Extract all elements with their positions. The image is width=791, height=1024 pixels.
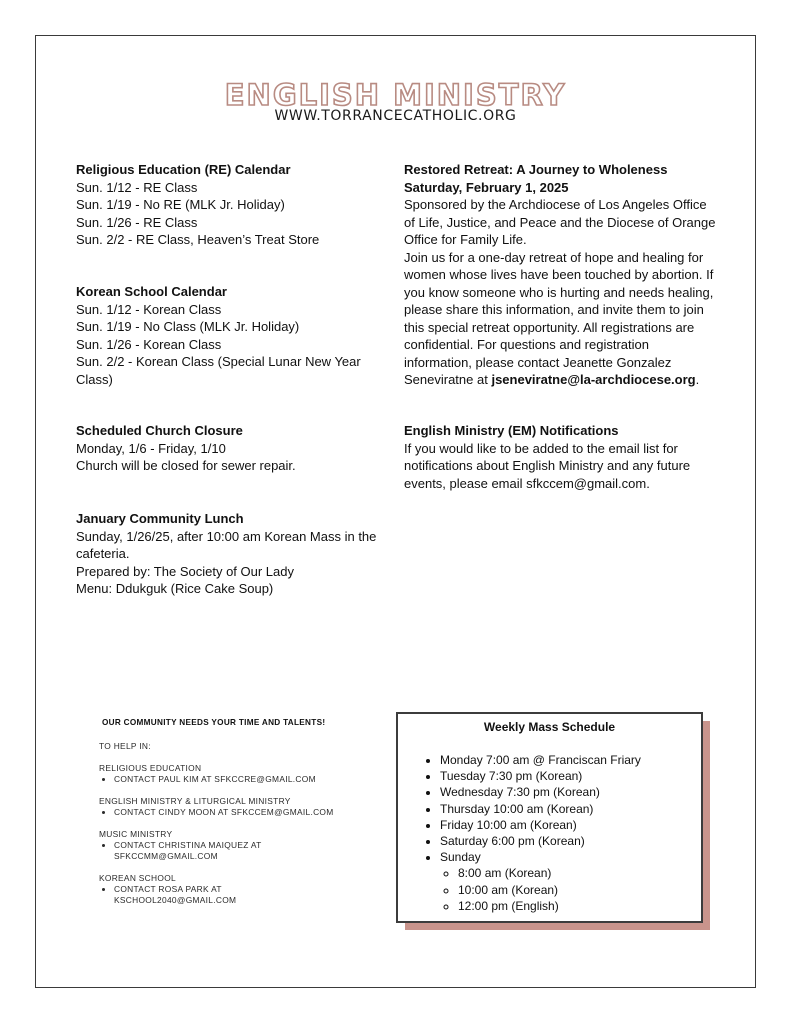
sunday-mass-item: ◦ 12:00 pm (English) [458, 898, 701, 914]
korean-calendar-section [76, 283, 386, 388]
retreat-line: please share this information, and invite them to join [404, 302, 704, 317]
community-group [99, 829, 379, 862]
list-item: If you would like to be added to the email list for [404, 440, 678, 456]
group-name: KOREAN SCHOOL [99, 873, 176, 883]
re-calendar-heading: Religious Education (RE) Calendar [76, 162, 291, 177]
retreat-contact-line [404, 371, 734, 389]
group-name: ENGLISH MINISTRY & LITURGICAL MINISTRY [99, 796, 291, 806]
retreat-line: of Life, Justice, and Peace and the Diocese of Orange [404, 214, 716, 230]
community-group [99, 763, 379, 785]
list-item: cafeteria. [76, 546, 130, 561]
mass-list [398, 752, 701, 914]
list-item: Prepared by: The Society of Our Lady [76, 563, 294, 579]
list-item: Sun. 1/19 - No RE (MLK Jr. Holiday) [76, 197, 285, 212]
lunch-section [76, 510, 386, 598]
list-item: Sun. 1/12 - RE Class [76, 179, 198, 195]
retreat-line: this special retreat opportunity. All registrations are [404, 319, 695, 335]
group-contact [114, 884, 379, 906]
sunday-list [440, 865, 701, 914]
notifications-heading: English Ministry (EM) Notifications [404, 423, 619, 438]
list-item: Sun. 1/19 - No Class (MLK Jr. Holiday) [76, 319, 300, 334]
list-item: Church will be closed for sewer repair. [76, 458, 296, 473]
community-intro: TO HELP IN: [99, 741, 151, 751]
mass-item: • Friday 10:00 am (Korean) [440, 817, 701, 833]
notifications-section [404, 422, 734, 492]
group-name: MUSIC MINISTRY [99, 829, 173, 839]
group-contact-email: SFKCCMM@GMAIL.COM [114, 851, 218, 861]
mass-item-sunday [440, 849, 701, 914]
mass-item: • Thursday 10:00 am (Korean) [440, 801, 701, 817]
community-group [99, 796, 379, 818]
community-section [99, 717, 379, 917]
mass-schedule-heading: Weekly Mass Schedule [483, 720, 616, 734]
closure-section [76, 422, 376, 475]
page-title: ENGLISH MINISTRY [224, 78, 567, 112]
group-contact [114, 840, 379, 862]
list-item: Sun. 2/2 - Korean Class (Special Lunar New Year [76, 354, 361, 369]
retreat-section [404, 161, 734, 389]
website-url[interactable]: WWW.TORRANCECATHOLIC.ORG [274, 108, 517, 124]
list-item: Sunday, 1/26/25, after 10:00 am Korean Mass in the [76, 528, 377, 544]
group-contact: • CONTACT PAUL KIM AT SFKCCRE@GMAIL.COM [114, 774, 379, 785]
group-contact: • CONTACT CINDY MOON AT SFKCCEM@GMAIL.COM [114, 807, 379, 818]
list-item: Sun. 1/26 - Korean Class [76, 336, 222, 352]
retreat-line: you know someone who is hurting and needs healing, [404, 284, 714, 300]
retreat-line: Office for Family Life. [404, 232, 527, 247]
list-item: events, please email sfkccem@gmail.com. [404, 475, 650, 491]
retreat-date: Saturday, February 1, 2025 [404, 179, 569, 195]
re-calendar-section [76, 161, 376, 249]
list-item: Monday, 1/6 - Friday, 1/10 [76, 440, 226, 456]
group-contact-text: CONTACT ROSA PARK AT [114, 884, 222, 894]
retreat-email-link[interactable]: jseneviratne@la-archdiocese.org [491, 372, 696, 387]
lunch-heading: January Community Lunch [76, 511, 244, 526]
community-group [99, 873, 379, 906]
retreat-line: confidential. For questions and registration [404, 337, 649, 352]
retreat-line: women whose lives have been touched by abortion. If [404, 267, 714, 282]
list-item: Sun. 2/2 - RE Class, Heaven’s Treat Store [76, 232, 320, 247]
mass-item: • Wednesday 7:30 pm (Korean) [440, 784, 701, 800]
mass-schedule-box [396, 712, 703, 923]
retreat-contact-prefix: Seneviratne at [404, 372, 492, 387]
list-item: Class) [76, 371, 113, 387]
group-name: RELIGIOUS EDUCATION [99, 763, 202, 773]
mass-item: • Monday 7:00 am @ Franciscan Friary [440, 752, 701, 768]
list-item: Menu: Ddukguk (Rice Cake Soup) [76, 581, 274, 596]
sunday-mass-item: ◦ 10:00 am (Korean) [458, 882, 701, 898]
list-item: Sun. 1/26 - RE Class [76, 214, 198, 230]
closure-heading: Scheduled Church Closure [76, 423, 243, 438]
community-heading: OUR COMMUNITY NEEDS YOUR TIME AND TALENTS! [102, 718, 326, 727]
sunday-mass-item: ◦ 8:00 am (Korean) [458, 865, 701, 881]
group-contact-email: KSCHOOL2040@GMAIL.COM [114, 895, 237, 905]
retreat-line: Join us for a one-day retreat of hope and healing for [404, 249, 704, 265]
korean-calendar-heading: Korean School Calendar [76, 284, 227, 299]
mass-item: • Tuesday 7:30 pm (Korean) [440, 768, 701, 784]
list-item: notifications about English Ministry and any future [404, 458, 691, 473]
mass-item: • Saturday 6:00 pm (Korean) [440, 833, 701, 849]
retreat-line: Sponsored by the Archdiocese of Los Angeles Office [404, 197, 707, 212]
retreat-heading: Restored Retreat: A Journey to Wholeness [404, 162, 668, 177]
retreat-line: information, please contact Jeanette Gonzalez [404, 354, 672, 370]
group-contact-text: CONTACT CHRISTINA MAIQUEZ AT [114, 840, 262, 850]
sunday-label: Sunday [440, 850, 481, 865]
list-item: Sun. 1/12 - Korean Class [76, 301, 222, 317]
retreat-contact-suffix: . [695, 372, 700, 387]
